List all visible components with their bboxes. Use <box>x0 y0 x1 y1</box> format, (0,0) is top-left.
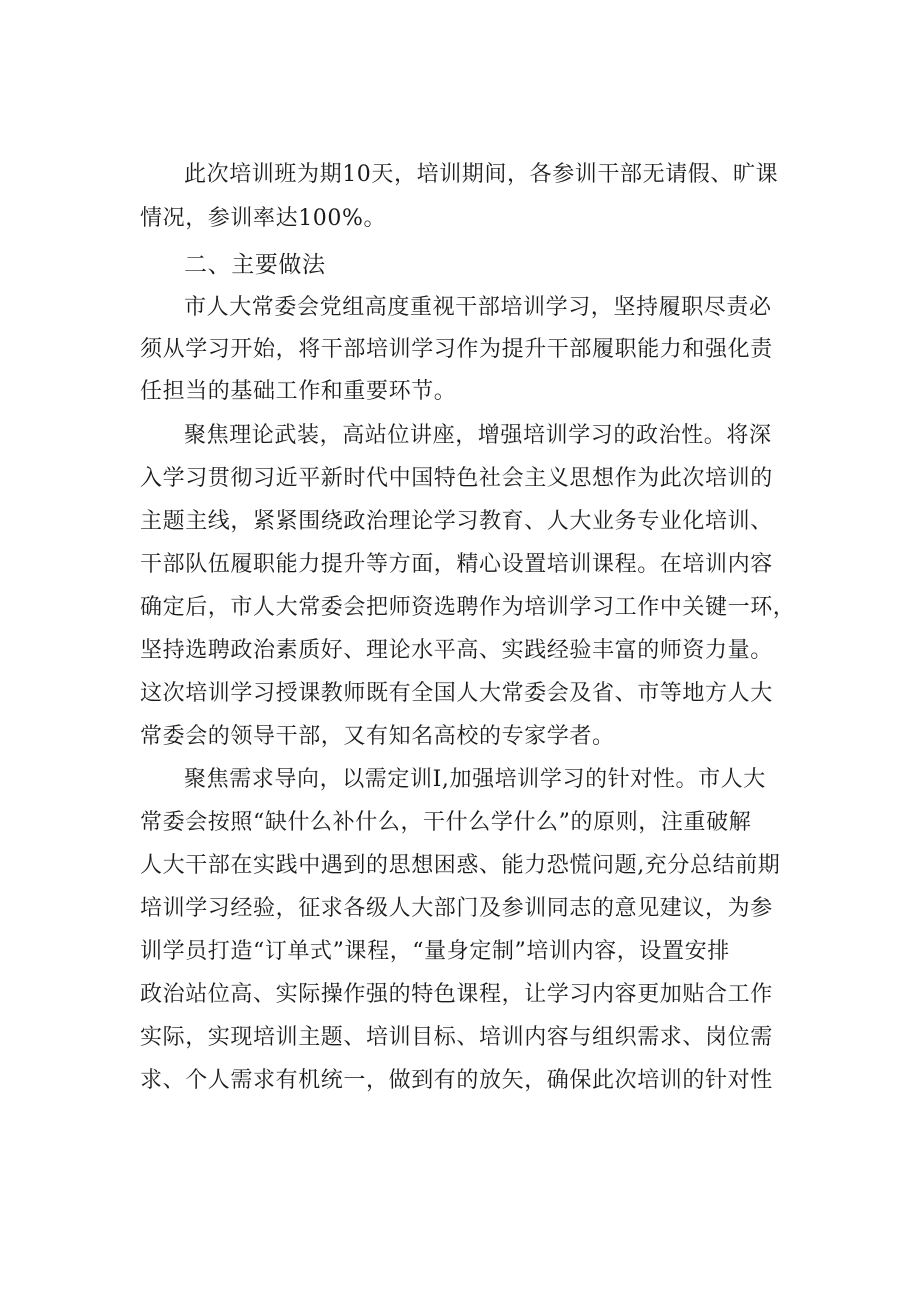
paragraph-line: 入学习贯彻习近平新时代中国特色社会主义思想作为此次培训的 <box>140 466 773 491</box>
paragraph-line: 人大干部在实践中遇到的思想困惑、能力恐慌问题,充分总结前期 <box>140 853 781 878</box>
section-heading: 二、主要做法 <box>184 252 326 278</box>
paragraph-line: 主题主线，紧紧围绕政治理论学习教育、人大业务专业化培训、 <box>140 509 773 534</box>
paragraph-line: 此次培训班为期10天，培训期间，各参训干部无请假、旷课 <box>184 162 779 187</box>
paragraph-line: 聚焦需求导向，以需定训I,加强培训学习的针对性。市人大 <box>184 767 766 792</box>
paragraph-line: 市人大常委会党组高度重视干部培训学习，坚持履职尽责必 <box>184 295 772 320</box>
paragraph-line: 培训学习经验，征求各级人大部门及参训同志的意见建议，为参 <box>140 896 773 921</box>
paragraph-line: 这次培训学习授课教师既有全国人大常委会及省、市等地方人大 <box>140 681 773 706</box>
paragraph-line: 须从学习开始，将干部培训学习作为提升干部履职能力和强化责 <box>140 337 773 362</box>
paragraph-line: 政治站位高、实际操作强的特色课程，让学习内容更加贴合工作 <box>140 982 773 1007</box>
paragraph-line: 常委会按照“缺什么补什么，干什么学什么”的原则，注重破解 <box>140 810 752 835</box>
paragraph-line: 训学员打造“订单式”课程，“量身定制”培训内容，设置安排 <box>140 939 730 964</box>
paragraph-line: 常委会的领导干部，又有知名高校的专家学者。 <box>140 724 615 749</box>
paragraph-line: 干部队伍履职能力提升等方面，精心设置培训课程。在培训内容 <box>140 552 773 577</box>
paragraph-line: 求、个人需求有机统一，做到有的放矢，确保此次培训的针对性 <box>140 1068 773 1093</box>
paragraph-line: 确定后，市人大常委会把师资选聘作为培训学习工作中关键一环， <box>140 595 796 620</box>
paragraph-line: 坚持选聘政治素质好、理论水平高、实践经验丰富的师资力量。 <box>140 638 773 663</box>
paragraph-line: 实际，实现培训主题、培训目标、培训内容与组织需求、岗位需 <box>140 1025 773 1050</box>
paragraph-line: 任担当的基础工作和重要环节。 <box>140 379 457 404</box>
paragraph-line: 聚焦理论武装，高站位讲座，增强培训学习的政治性。将深 <box>184 423 772 448</box>
paragraph-line: 情况，参训率达100%。 <box>140 206 387 231</box>
